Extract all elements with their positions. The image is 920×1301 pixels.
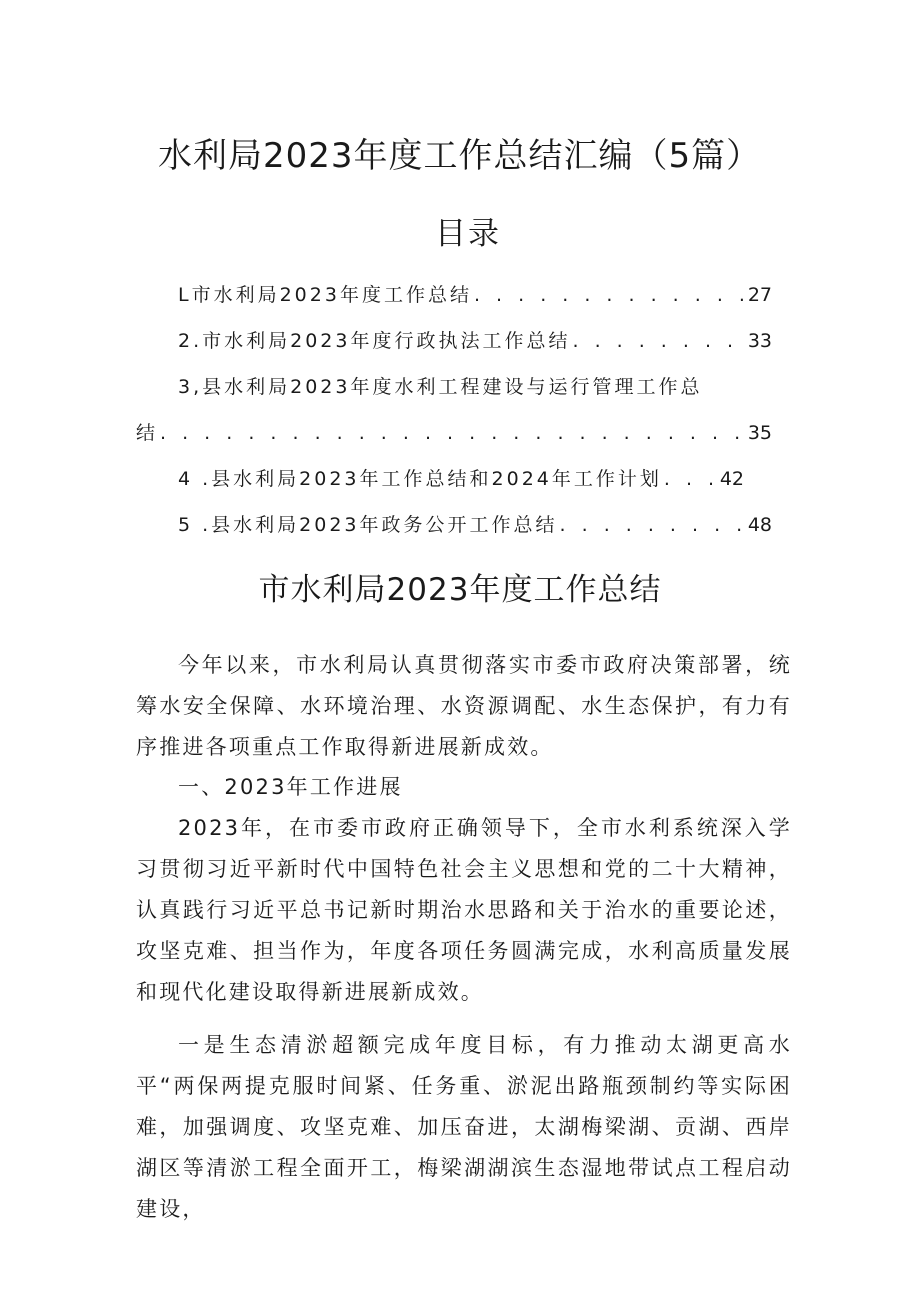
toc-entry-page: 42 [719,468,744,490]
body-paragraph-overview: 2023年，在市委市政府正确领导下，全市水利系统深入学习贯彻习近平新时代中国特色社会主义思想和党的二十大精神，认真践行习近平总书记新时期治水思路和关于治水的重要论述，攻坚克难、担当作为，年度各项任务圆满完成，水利高质量发展和现代化建设取得新进展新成效。 [136,816,792,1004]
section-title: 市水利局2023年度工作总结 [258,572,662,608]
body-paragraph-dredging: 一是生态清淤超额完成年度目标，有力推动太湖更高水平“两保两提克服时间紧、任务重、淤泥出路瓶颈制约等实际困难，加强调度、攻坚克难、加压奋进，太湖梅梁湖、贡湖、西岸湖区等清淤工程全面开工，梅梁湖湖滨生态湿地带试点工程启动建设， [136,1033,792,1221]
toc-dot-leader [560,514,746,536]
toc-entry-page: 27 [747,284,772,306]
toc-entry-label: 4 .县水利局2023年工作总结和2024年工作计划 [178,468,662,490]
toc-entry-page: 33 [747,330,772,352]
section-heading-progress: 一、2023年工作进展 [178,775,403,799]
toc-dot-leader [474,284,746,306]
toc-entry-4[interactable] [178,464,744,491]
toc-entry-label: 5 .县水利局2023年政务公开工作总结 [178,514,558,536]
toc-dot-leader [664,468,718,490]
toc-entry-label: 2.市水利局2023年度行政执法工作总结 [178,330,571,352]
toc-entry-label: 3,县水利局2023年度水利工程建设与运行管理工作总 [178,376,703,398]
toc-entry-3-continuation[interactable] [136,418,772,445]
toc-heading: 目录 [435,216,501,252]
toc-dot-leader [160,422,746,444]
toc-entry-2[interactable] [178,326,772,353]
toc-entry-label: L市水利局2023年度工作总结 [178,284,472,306]
toc-entry-page: 35 [747,422,772,444]
toc-entry-5[interactable] [178,510,772,537]
toc-entry-1[interactable] [178,280,772,307]
toc-entry-3[interactable] [178,372,772,399]
toc-dot-leader [572,330,745,352]
body-paragraph-intro: 今年以来，市水利局认真贯彻落实市委市政府决策部署，统筹水安全保障、水环境治理、水资源调配、水生态保护，有力有序推进各项重点工作取得新进展新成效。 [136,653,792,759]
toc-entry-page: 48 [747,514,772,536]
document-title: 水利局2023年度工作总结汇编（5篇） [158,136,762,176]
toc-entry-label-continuation: 结 [136,422,159,444]
